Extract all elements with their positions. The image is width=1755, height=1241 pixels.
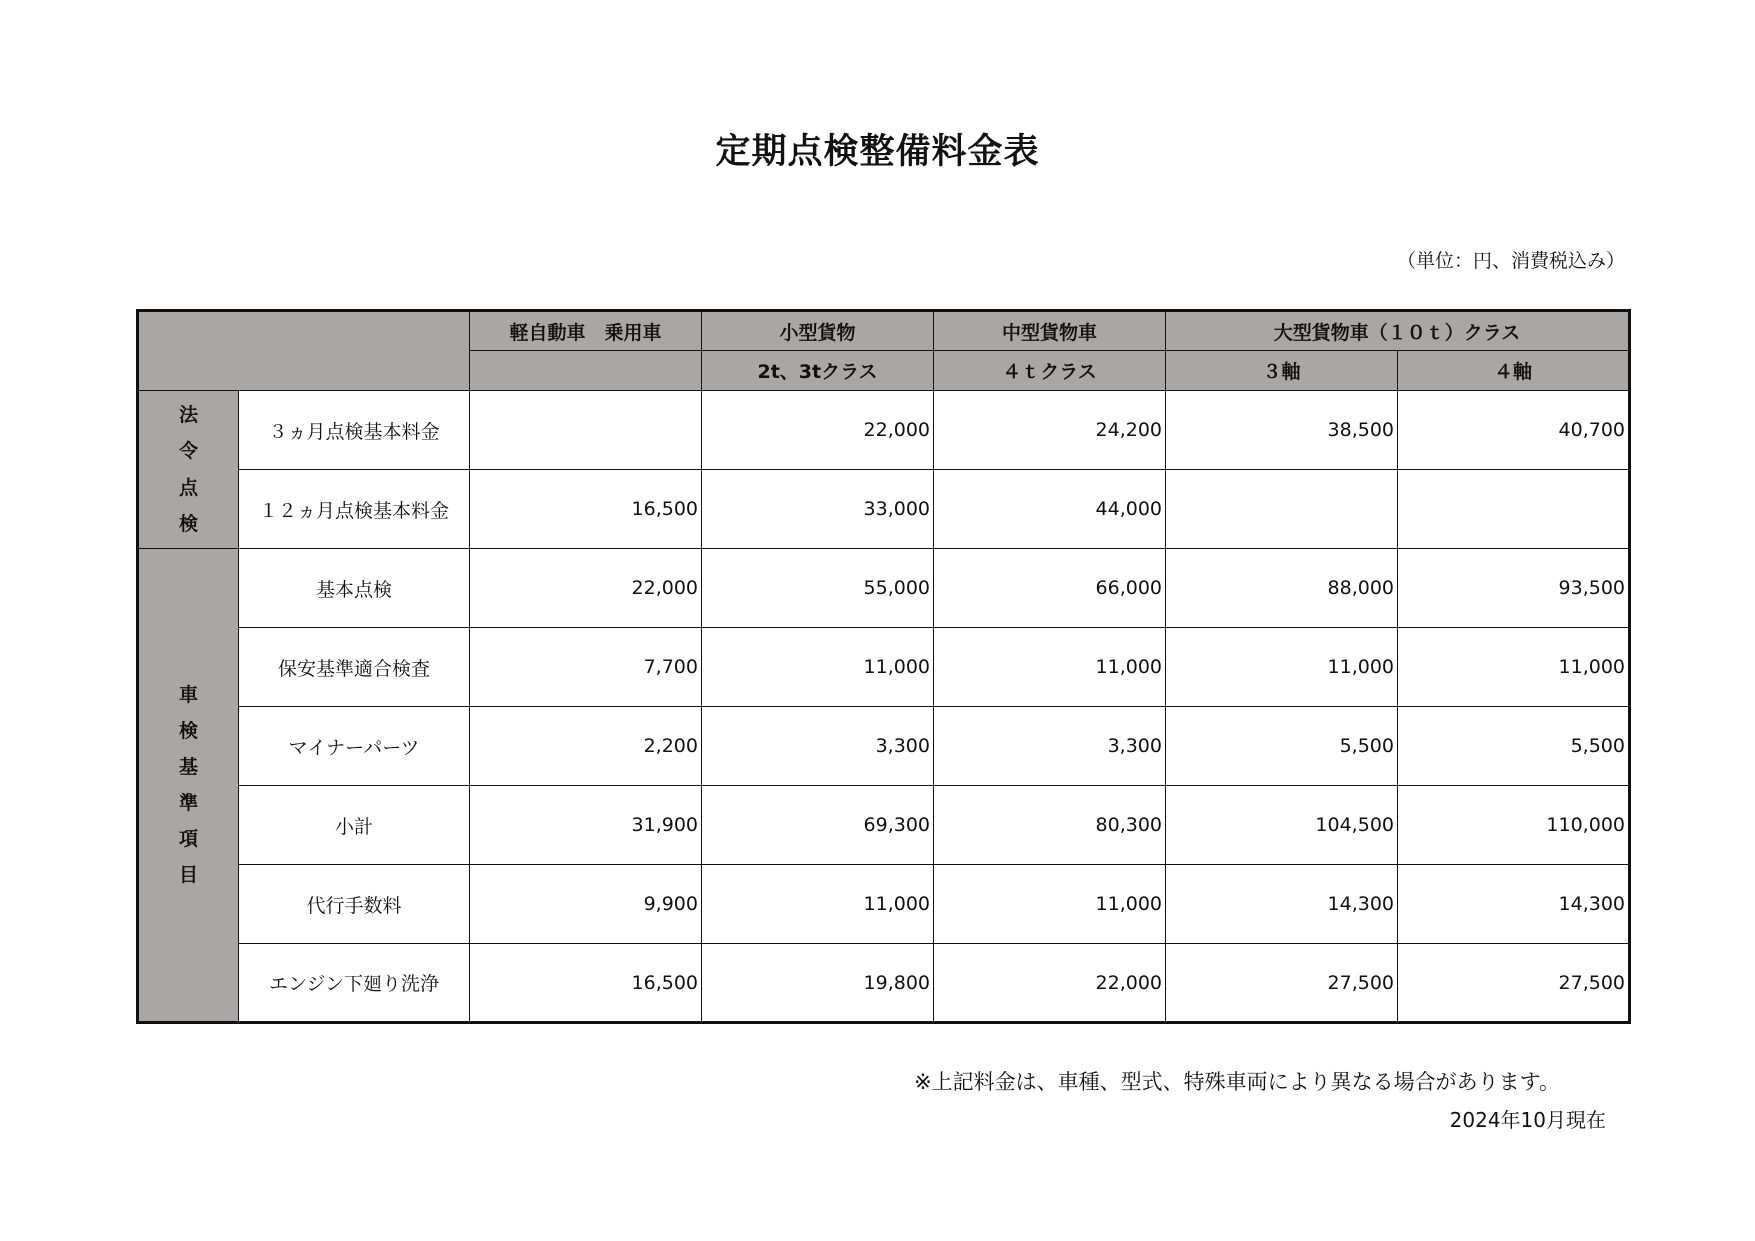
col-header-large: 大型貨物車（１０ｔ）クラス [1166, 311, 1630, 351]
col-subheader-kei [470, 351, 702, 391]
table-row [138, 391, 1630, 470]
page-title: 定期点検整備料金表 [715, 132, 1040, 172]
price-cell: 22,000 [702, 391, 934, 470]
table-row [138, 470, 1630, 549]
table-row [138, 549, 1630, 628]
item-label: 代行手数料 [239, 865, 470, 944]
price-cell: 31,900 [470, 786, 702, 865]
table-row [138, 944, 1630, 1023]
item-label: エンジン下廻り洗浄 [239, 944, 470, 1023]
price-cell [1398, 470, 1630, 549]
price-cell: 5,500 [1398, 707, 1630, 786]
group-label-char: 点 [178, 476, 198, 499]
price-cell: 16,500 [470, 944, 702, 1023]
group-label-char: 検 [178, 512, 198, 535]
item-label: 小計 [239, 786, 470, 865]
price-cell: 14,300 [1166, 865, 1398, 944]
price-cell: 93,500 [1398, 549, 1630, 628]
price-cell: 24,200 [934, 391, 1166, 470]
price-cell: 9,900 [470, 865, 702, 944]
group-label [138, 549, 239, 1023]
price-cell: 110,000 [1398, 786, 1630, 865]
group-label-char: 基 [178, 755, 198, 778]
table-row [138, 628, 1630, 707]
price-cell: 55,000 [702, 549, 934, 628]
table-row [138, 865, 1630, 944]
group-label [138, 391, 239, 549]
price-cell: 11,000 [1398, 628, 1630, 707]
price-cell: 66,000 [934, 549, 1166, 628]
price-cell: 11,000 [934, 628, 1166, 707]
item-label: ３ヵ月点検基本料金 [239, 391, 470, 470]
price-cell [1166, 470, 1398, 549]
col-header-kei: 軽自動車 乗用車 [470, 311, 702, 351]
price-cell: 38,500 [1166, 391, 1398, 470]
item-label: 基本点検 [239, 549, 470, 628]
table-row [138, 707, 1630, 786]
table-row [138, 786, 1630, 865]
price-cell: 88,000 [1166, 549, 1398, 628]
price-cell: 69,300 [702, 786, 934, 865]
price-cell: 3,300 [702, 707, 934, 786]
group-label-char: 車 [178, 683, 198, 706]
unit-note: （単位：円、消費税込み） [1396, 250, 1625, 272]
item-label: １２ヵ月点検基本料金 [239, 470, 470, 549]
price-cell: 2,200 [470, 707, 702, 786]
col-header-small: 小型貨物 [702, 311, 934, 351]
col-subheader-medium: ４ｔクラス [934, 351, 1166, 391]
group-label-char: 令 [178, 440, 198, 463]
footnote: ※上記料金は、車種、型式、特殊車両により異なる場合があります。 [914, 1070, 1560, 1094]
price-cell: 11,000 [934, 865, 1166, 944]
price-cell: 33,000 [702, 470, 934, 549]
group-label-char: 項 [178, 828, 198, 851]
price-cell: 40,700 [1398, 391, 1630, 470]
price-cell: 11,000 [702, 865, 934, 944]
price-cell [470, 391, 702, 470]
price-cell: 14,300 [1398, 865, 1630, 944]
header-row-1 [138, 311, 1630, 351]
col-subheader-4axle: ４軸 [1398, 351, 1630, 391]
price-cell: 44,000 [934, 470, 1166, 549]
as-of-date: 2024年10月現在 [1449, 1108, 1606, 1132]
col-header-medium: 中型貨物車 [934, 311, 1166, 351]
price-cell: 22,000 [470, 549, 702, 628]
price-cell: 19,800 [702, 944, 934, 1023]
group-label-char: 目 [178, 864, 198, 887]
price-cell: 104,500 [1166, 786, 1398, 865]
group-label-char: 法 [178, 404, 198, 427]
price-cell: 11,000 [1166, 628, 1398, 707]
price-cell: 27,500 [1398, 944, 1630, 1023]
group-label-char: 準 [178, 792, 198, 814]
fee-table [136, 309, 1631, 1024]
price-cell: 16,500 [470, 470, 702, 549]
price-cell: 11,000 [702, 628, 934, 707]
price-cell: 3,300 [934, 707, 1166, 786]
item-label: マイナーパーツ [239, 707, 470, 786]
header-corner [138, 311, 470, 391]
group-label-char: 検 [178, 719, 198, 742]
price-cell: 80,300 [934, 786, 1166, 865]
price-cell: 27,500 [1166, 944, 1398, 1023]
price-cell: 5,500 [1166, 707, 1398, 786]
item-label: 保安基準適合検査 [239, 628, 470, 707]
col-subheader-small: 2t、3tクラス [702, 351, 934, 391]
price-cell: 7,700 [470, 628, 702, 707]
price-cell: 22,000 [934, 944, 1166, 1023]
col-subheader-3axle: ３軸 [1166, 351, 1398, 391]
